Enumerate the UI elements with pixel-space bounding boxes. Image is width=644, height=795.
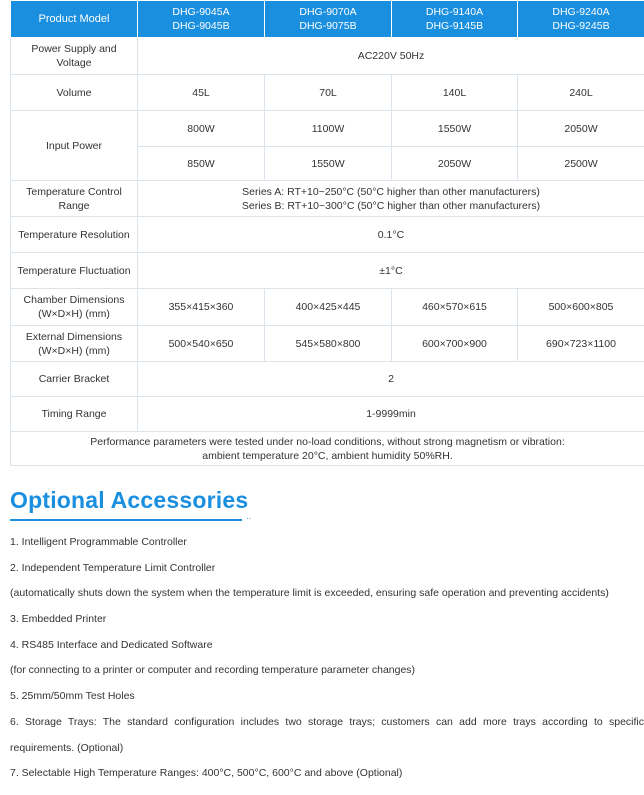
chamber-dims-value: 355×415×360 bbox=[138, 289, 265, 326]
temp-control-value: Series A: RT+10~250°C (50°C higher than other manufacturers) Series B: RT+10~300°C (50°C higher than other manufacturers) bbox=[138, 181, 644, 217]
accessories-list bbox=[10, 530, 644, 787]
header-label: Product Model bbox=[11, 1, 138, 38]
list-item: 4. RS485 Interface and Dedicated Software bbox=[10, 638, 213, 651]
external-dims-label: External Dimensions (W×D×H) (mm) bbox=[11, 326, 138, 362]
volume-label: Volume bbox=[11, 75, 138, 111]
list-item: 5. 25mm/50mm Test Holes bbox=[10, 690, 135, 703]
input-power-value: 800W bbox=[138, 111, 265, 147]
list-item: 7. Selectable High Temperature Ranges: 400°C, 500°C, 600°C and above (Optional) bbox=[10, 767, 403, 780]
row-power-supply bbox=[11, 38, 644, 75]
row-input-power-a bbox=[11, 111, 644, 147]
row-volume bbox=[11, 75, 644, 111]
power-supply-label: Power Supply and Voltage bbox=[11, 38, 138, 75]
row-temp-resolution bbox=[11, 217, 644, 253]
test-conditions-note: Performance parameters were tested under no-load conditions, without strong magnetism or vibration: ambient temperature 20°C, ambient humidity 50%RH. bbox=[11, 432, 644, 466]
input-power-label: Input Power bbox=[11, 111, 138, 181]
input-power-value: 2050W bbox=[518, 111, 644, 147]
temp-control-label: Temperature Control Range bbox=[11, 181, 138, 217]
volume-value: 140L bbox=[392, 75, 518, 111]
external-dims-value: 545×580×800 bbox=[265, 326, 392, 362]
chamber-dims-value: 400×425×445 bbox=[265, 289, 392, 326]
external-dims-value: 500×540×650 bbox=[138, 326, 265, 362]
volume-value: 70L bbox=[265, 75, 392, 111]
spec-table bbox=[10, 0, 644, 466]
timing-range-value: 1-9999min bbox=[138, 397, 644, 432]
chamber-dims-label: Chamber Dimensions (W×D×H) (mm) bbox=[11, 289, 138, 326]
row-temp-control bbox=[11, 181, 644, 217]
header-model-3: DHG-9140A DHG-9145B bbox=[392, 1, 518, 38]
list-item: requirements. (Optional) bbox=[10, 741, 124, 754]
row-temp-fluctuation bbox=[11, 253, 644, 289]
chamber-dims-value: 500×600×805 bbox=[518, 289, 644, 326]
list-item: 3. Embedded Printer bbox=[10, 613, 107, 626]
row-timing-range bbox=[11, 397, 644, 432]
row-carrier-bracket bbox=[11, 362, 644, 397]
header-row bbox=[11, 1, 644, 38]
title-underline bbox=[10, 519, 242, 521]
carrier-bracket-label: Carrier Bracket bbox=[11, 362, 138, 397]
list-item: 1. Intelligent Programmable Controller bbox=[10, 536, 187, 548]
power-supply-value: AC220V 50Hz bbox=[138, 38, 644, 75]
list-item: (for connecting to a printer or computer and recording temperature parameter changes) bbox=[10, 664, 416, 677]
external-dims-value: 690×723×1100 bbox=[518, 326, 644, 362]
list-item: 2. Independent Temperature Limit Controller bbox=[10, 561, 216, 574]
underline-dots: ·· bbox=[246, 514, 252, 523]
header-model-4: DHG-9240A DHG-9245B bbox=[518, 1, 644, 38]
timing-range-label: Timing Range bbox=[11, 397, 138, 432]
input-power-value: 2050W bbox=[392, 147, 518, 181]
row-external-dims bbox=[11, 326, 644, 362]
row-chamber-dims bbox=[11, 289, 644, 326]
input-power-value: 850W bbox=[138, 147, 265, 181]
list-item: 6. Storage Trays: The standard configuration includes two storage trays; customers can add more trays according to specific bbox=[10, 715, 644, 728]
volume-value: 240L bbox=[518, 75, 644, 111]
external-dims-value: 600×700×900 bbox=[392, 326, 518, 362]
header-model-2: DHG-9070A DHG-9075B bbox=[265, 1, 392, 38]
header-model-1: DHG-9045A DHG-9045B bbox=[138, 1, 265, 38]
chamber-dims-value: 460×570×615 bbox=[392, 289, 518, 326]
input-power-value: 1100W bbox=[265, 111, 392, 147]
temp-resolution-label: Temperature Resolution bbox=[11, 217, 138, 253]
carrier-bracket-value: 2 bbox=[138, 362, 644, 397]
section-title: Optional Accessories bbox=[10, 487, 249, 513]
accessories-heading bbox=[10, 486, 252, 523]
temp-fluctuation-value: ±1°C bbox=[138, 253, 644, 289]
temp-resolution-value: 0.1°C bbox=[138, 217, 644, 253]
list-item: (automatically shuts down the system when the temperature limit is exceeded, ensuring safe operation and preventing accidents) bbox=[10, 587, 609, 600]
row-note bbox=[11, 432, 644, 466]
temp-fluctuation-label: Temperature Fluctuation bbox=[11, 253, 138, 289]
volume-value: 45L bbox=[138, 75, 265, 111]
input-power-value: 1550W bbox=[265, 147, 392, 181]
input-power-value: 1550W bbox=[392, 111, 518, 147]
input-power-value: 2500W bbox=[518, 147, 644, 181]
